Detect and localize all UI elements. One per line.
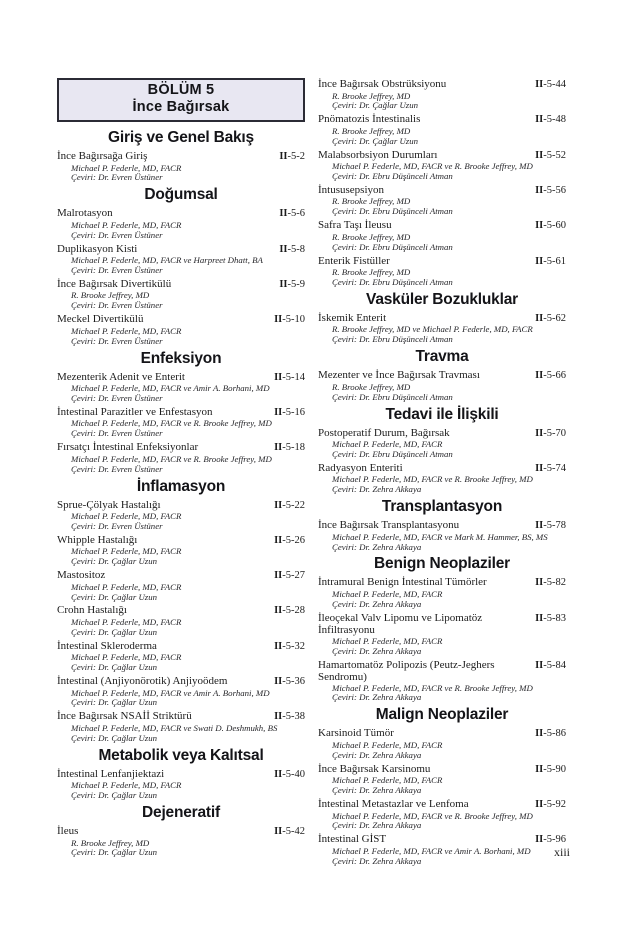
entry-page-number: II-5-42 [274,826,305,837]
entry-authors: Michael P. Federle, MD, FACR ve R. Brooke Jeffrey, MD [332,810,533,821]
entry-title-line [318,427,566,441]
entry-title-line [57,604,305,618]
entry-page-number: II-5-6 [279,208,305,220]
entry-translator: Çeviri: Dr. Zehra Akkaya [332,598,422,609]
entry-title: Malabsorbsiyon Durumları [318,148,438,161]
entry-title-line [318,184,566,198]
entry-translator: Çeviri: Dr. Zehra Akkaya [332,820,422,831]
entry-page-number: II-5-32 [274,640,305,652]
entry-title: İskemik Enterit [318,311,387,324]
entry-title-line [57,710,305,724]
entry-translator: Çeviri: Dr. Çağlar Uzun [71,790,158,801]
entry-translator: Çeviri: Dr. Zehra Akkaya [332,484,422,495]
entry-authors: Michael P. Federle, MD, FACR ve Amir A. Borhani, MD [71,383,270,394]
entry-authors: Michael P. Federle, MD, FACR [332,739,443,750]
entry-title-line [318,462,566,476]
entry-title: Karsinoid Tümör [318,727,394,740]
entry-authors: Michael P. Federle, MD, FACR [332,635,443,646]
entry-title-line [318,113,566,127]
toc-entry [57,150,305,183]
toc-entry [57,825,305,858]
toc-entry [318,312,566,345]
toc-entry [57,604,305,637]
entry-authors: R. Brooke Jeffrey, MD [332,231,411,242]
section-header: Metabolik veya Kalıtsal [98,746,264,764]
entry-authors: Michael P. Federle, MD, FACR ve R. Brooke Jeffrey, MD [332,474,533,485]
entry-authors: R. Brooke Jeffrey, MD [332,90,411,101]
entry-title-line [318,659,566,684]
toc-entry [318,519,566,552]
entry-translator: Çeviri: Dr. Evren Üstüner [71,463,163,474]
entry-authors: Michael P. Federle, MD, FACR ve R. Brooke Jeffrey, MD [71,453,272,464]
entry-translator: Çeviri: Dr. Evren Üstüner [71,520,163,531]
entry-authors: Michael P. Federle, MD, FACR [71,511,182,521]
entry-translator: Çeviri: Dr. Ebru Düşünceli Atman [332,276,453,287]
entry-title: İntestinal GİST [318,833,387,846]
entry-authors: Michael P. Federle, MD, FACR ve Swati D. Deshmukh, BS [71,722,278,733]
entry-title-line [57,278,305,292]
entry-translator: Çeviri: Dr. Ebru Düşünceli Atman [332,334,453,345]
entry-authors: Michael P. Federle, MD, FACR ve Amir A. Borhani, MD [71,687,270,698]
entry-title: İnce Bağırsak NSAİİ Striktürü [57,710,192,723]
footer-page-number: xiii [553,845,570,859]
entry-translator: Çeviri: Dr. Çağlar Uzun [332,135,419,146]
entry-translator: Çeviri: Dr. Zehra Akkaya [332,692,422,703]
entry-page-number: II-5-86 [535,728,566,740]
entry-title-line [318,763,566,777]
entry-title-line [318,798,566,812]
entry-title-line [57,569,305,583]
entry-page-number: II-5-44 [535,79,566,90]
section-header: Tedavi ile İlişkili [385,405,499,423]
entry-page-number: II-5-78 [535,520,566,532]
entry-title: Mezenterik Adenit ve Enterit [57,370,185,383]
entry-title-line [57,243,305,257]
entry-title-line [318,576,566,590]
entry-page-number: II-5-52 [535,149,566,161]
entry-title-line [57,675,305,689]
entry-authors: R. Brooke Jeffrey, MD [332,381,411,392]
entry-translator: Çeviri: Dr. Zehra Akkaya [332,645,422,656]
entry-title: İnce Bağırsağa Giriş [57,150,148,162]
section-header: Doğumsal [144,186,218,204]
toc-entry [318,659,566,704]
entry-title-line [57,371,305,385]
entry-page-number: II-5-36 [274,676,305,688]
toc-entry [318,427,566,460]
entry-translator: Çeviri: Dr. Çağlar Uzun [71,697,158,708]
entry-translator: Çeviri: Dr. Çağlar Uzun [71,626,158,637]
entry-translator: Çeviri: Dr. Evren Üstüner [71,265,163,276]
entry-translator: Çeviri: Dr. Zehra Akkaya [332,541,422,552]
toc-entry [57,569,305,602]
entry-authors: Michael P. Federle, MD, FACR [71,616,182,627]
toc-entry [318,833,566,866]
entry-title: İntestinal (Anjiyonörotik) Anjiyoödem [57,675,228,688]
entry-authors: Michael P. Federle, MD, FACR ve Harpreet Dhatt, BA [71,255,263,266]
entry-translator: Çeviri: Dr. Evren Üstüner [71,335,163,346]
entry-title: Radyasyon Enteriti [318,461,403,474]
entry-translator: Çeviri: Dr. Çağlar Uzun [71,847,158,858]
toc-entry [57,441,305,474]
entry-page-number: II-5-8 [279,243,305,255]
section-header: Transplantasyon [381,498,503,516]
entry-title: Safra Taşı İleusu [318,219,392,232]
entry-title: İleoçekal Valv Lipomu ve Lipomatöz İnfiltrasyonu [318,611,483,637]
section-header: Benign Neoplaziler [374,555,510,573]
entry-page-number: II-5-40 [274,768,305,780]
entry-authors: Michael P. Federle, MD, FACR [332,588,443,599]
section-header: Giriş ve Genel Bakış [108,129,254,146]
toc-entry [57,710,305,743]
entry-authors: Michael P. Federle, MD, FACR [71,780,182,791]
entry-title: Hamartomatöz Polipozis (Peutz-Jeghers Sendromu) [318,658,495,684]
entry-authors: R. Brooke Jeffrey, MD [332,125,411,136]
entry-authors: Michael P. Federle, MD, FACR [71,546,182,557]
section-header: Malign Neoplaziler [375,706,509,724]
entry-page-number: II-5-18 [274,442,305,454]
entry-translator: Çeviri: Dr. Ebru Düşünceli Atman [332,391,453,402]
entry-translator: Çeviri: Dr. Zehra Akkaya [332,785,422,796]
entry-authors: R. Brooke Jeffrey, MD [332,196,411,207]
entry-authors: Michael P. Federle, MD, FACR [71,652,182,663]
entry-title: İntestinal Parazitler ve Enfestasyon [57,405,213,418]
entry-authors: R. Brooke Jeffrey, MD ve Michael P. Federle, MD, FACR [332,324,533,335]
toc-entry [318,462,566,495]
entry-authors: Michael P. Federle, MD, FACR ve R. Brooke Jeffrey, MD [332,161,533,172]
entry-page-number: II-5-74 [535,462,566,474]
toc-entry [57,499,305,532]
section-header: Vasküler Bozukluklar [366,290,518,308]
toc-entry [318,798,566,831]
toc-entry [318,113,566,146]
toc-entry [318,184,566,217]
section-header: İnflamasyon [136,477,226,495]
entry-page-number: II-5-26 [274,534,305,546]
entry-title-line [57,207,305,221]
entry-translator: Çeviri: Dr. Ebru Düşünceli Atman [332,171,453,182]
chapter-number: BÖLÜM 5 [147,82,215,98]
toc-entry [57,207,305,240]
entry-title-line [57,406,305,420]
entry-title-line [318,255,566,269]
entry-translator: Çeviri: Dr. Ebru Düşünceli Atman [332,241,453,252]
toc-entry [57,313,305,346]
entry-authors: Michael P. Federle, MD, FACR [71,325,182,336]
toc-entry [57,534,305,567]
entry-title: İnce Bağırsak Transplantasyonu [318,519,460,532]
entry-translator: Çeviri: Dr. Çağlar Uzun [71,556,158,567]
entry-title: Malrotasyon [57,207,113,220]
entry-translator: Çeviri: Dr. Zehra Akkaya [332,855,422,866]
entry-title-line [318,78,566,92]
entry-title: İnce Bağırsak Obstrüksiyonu [318,78,447,90]
entry-title: İntestinal Lenfanjiektazi [57,767,165,780]
toc-entry [318,219,566,252]
entry-title: Fırsatçı İntestinal Enfeksiyonlar [57,441,199,454]
entry-translator: Çeviri: Dr. Çağlar Uzun [332,100,419,111]
entry-title: İnce Bağırsak Karsinomu [318,762,431,775]
entry-title: Meckel Divertikülü [57,313,144,326]
toc-entry [318,255,566,288]
entry-authors: Michael P. Federle, MD, FACR [71,162,182,173]
entry-authors: R. Brooke Jeffrey, MD [71,290,150,301]
toc-column-left [57,78,305,860]
entry-title-line [318,612,566,637]
entry-authors: Michael P. Federle, MD, FACR [332,775,443,786]
entry-translator: Çeviri: Dr. Evren Üstüner [71,392,163,403]
entry-page-number: II-5-83 [535,612,566,624]
toc-entry [318,149,566,182]
entry-page-number: II-5-48 [535,114,566,126]
entry-page-number: II-5-27 [274,570,305,582]
toc-entry [318,78,566,111]
entry-translator: Çeviri: Dr. Evren Üstüner [71,428,163,439]
section-header: Travma [415,348,469,366]
entry-title: Enterik Fistüller [318,254,390,267]
entry-authors: R. Brooke Jeffrey, MD [332,267,411,278]
entry-title: Sprue-Çölyak Hastalığı [57,498,161,511]
entry-title: Postoperatif Durum, Bağırsak [318,426,450,439]
entry-title-line [57,313,305,327]
entry-title-line [57,825,305,839]
entry-translator: Çeviri: Dr. Evren Üstüner [71,300,163,311]
section-header: Enfeksiyon [140,349,222,367]
toc-entry [318,727,566,760]
toc-entry [57,371,305,404]
entry-title-line [57,441,305,455]
entry-page-number: II-5-10 [274,314,305,326]
entry-translator: Çeviri: Dr. Evren Üstüner [71,172,163,183]
entry-page-number: II-5-90 [535,763,566,775]
entry-authors: Michael P. Federle, MD, FACR ve Mark M. Hammer, BS, MS [332,531,548,542]
entry-page-number: II-5-62 [535,312,566,324]
toc-entry [318,763,566,796]
entry-title-line [57,768,305,782]
entry-authors: Michael P. Federle, MD, FACR [332,439,443,449]
entry-page-number: II-5-82 [535,577,566,589]
entry-page-number: II-5-84 [535,659,566,671]
entry-page-number: II-5-2 [279,151,305,162]
entry-page-number: II-5-16 [274,406,305,418]
entry-title-line [318,833,566,847]
entry-authors: Michael P. Federle, MD, FACR ve Amir A. Borhani, MD [332,845,531,856]
entry-authors: Michael P. Federle, MD, FACR ve R. Brooke Jeffrey, MD [71,418,272,429]
entry-title-line [318,149,566,163]
entry-title: Pnömatozis İntestinalis [318,113,421,126]
entry-translator: Çeviri: Dr. Zehra Akkaya [332,749,422,760]
entry-title: Mastositoz [57,569,106,582]
entry-title: İntestinal Skleroderma [57,639,157,652]
entry-page-number: II-5-22 [274,499,305,511]
toc-entry [318,612,566,657]
toc-column-right [318,78,566,869]
entry-translator: Çeviri: Dr. Ebru Düşünceli Atman [332,448,453,459]
entry-title-line [318,312,566,326]
entry-authors: Michael P. Federle, MD, FACR ve R. Brooke Jeffrey, MD [332,682,533,693]
entry-title: İleus [57,825,79,837]
entry-title: Crohn Hastalığı [57,604,127,617]
toc-entry [318,576,566,609]
entry-translator: Çeviri: Dr. Çağlar Uzun [71,591,158,602]
entry-title-line [57,499,305,513]
section-header: Dejeneratif [142,804,220,821]
entry-page-number: II-5-14 [274,371,305,383]
toc-entry [57,243,305,276]
entry-title-line [318,219,566,233]
toc-entry [57,768,305,801]
entry-translator: Çeviri: Dr. Çağlar Uzun [71,662,158,673]
entry-title: İntususepsiyon [318,183,384,196]
entry-title-line [57,534,305,548]
entry-page-number: II-5-70 [535,427,566,439]
entry-title: Whipple Hastalığı [57,533,138,546]
entry-page-number: II-5-61 [535,255,566,267]
entry-page-number: II-5-92 [535,799,566,810]
entry-translator: Çeviri: Dr. Evren Üstüner [71,229,163,240]
entry-authors: Michael P. Federle, MD, FACR [71,219,182,230]
entry-page-number: II-5-38 [274,711,305,723]
entry-title: İntestinal Metastazlar ve Lenfoma [318,798,469,810]
entry-title-line [318,519,566,533]
entry-title-line [318,727,566,741]
entry-translator: Çeviri: Dr. Çağlar Uzun [71,732,158,743]
entry-page-number: II-5-56 [535,184,566,196]
toc-entry [318,369,566,402]
entry-title: İntramural Benign İntestinal Tümörler [318,576,487,589]
entry-title: Mezenter ve İnce Bağırsak Travması [318,369,480,382]
entry-authors: Michael P. Federle, MD, FACR [71,581,182,592]
toc-entry [57,406,305,439]
entry-translator: Çeviri: Dr. Ebru Düşünceli Atman [332,206,453,217]
toc-entry [57,640,305,673]
entry-page-number: II-5-96 [535,834,566,846]
entry-title-line [57,150,305,164]
entry-title-line [318,369,566,383]
chapter-title: İnce Bağırsak [132,99,230,115]
entry-page-number: II-5-60 [535,220,566,232]
entry-title-line [57,640,305,654]
chapter-title-box [57,78,305,122]
entry-page-number: II-5-66 [535,370,566,382]
entry-authors: R. Brooke Jeffrey, MD [71,837,150,848]
entry-title: İnce Bağırsak Divertikülü [57,277,172,290]
entry-page-number: II-5-9 [279,278,305,290]
toc-entry [57,675,305,708]
entry-title: Duplikasyon Kisti [57,242,138,255]
entry-page-number: II-5-28 [274,605,305,617]
toc-entry [57,278,305,311]
